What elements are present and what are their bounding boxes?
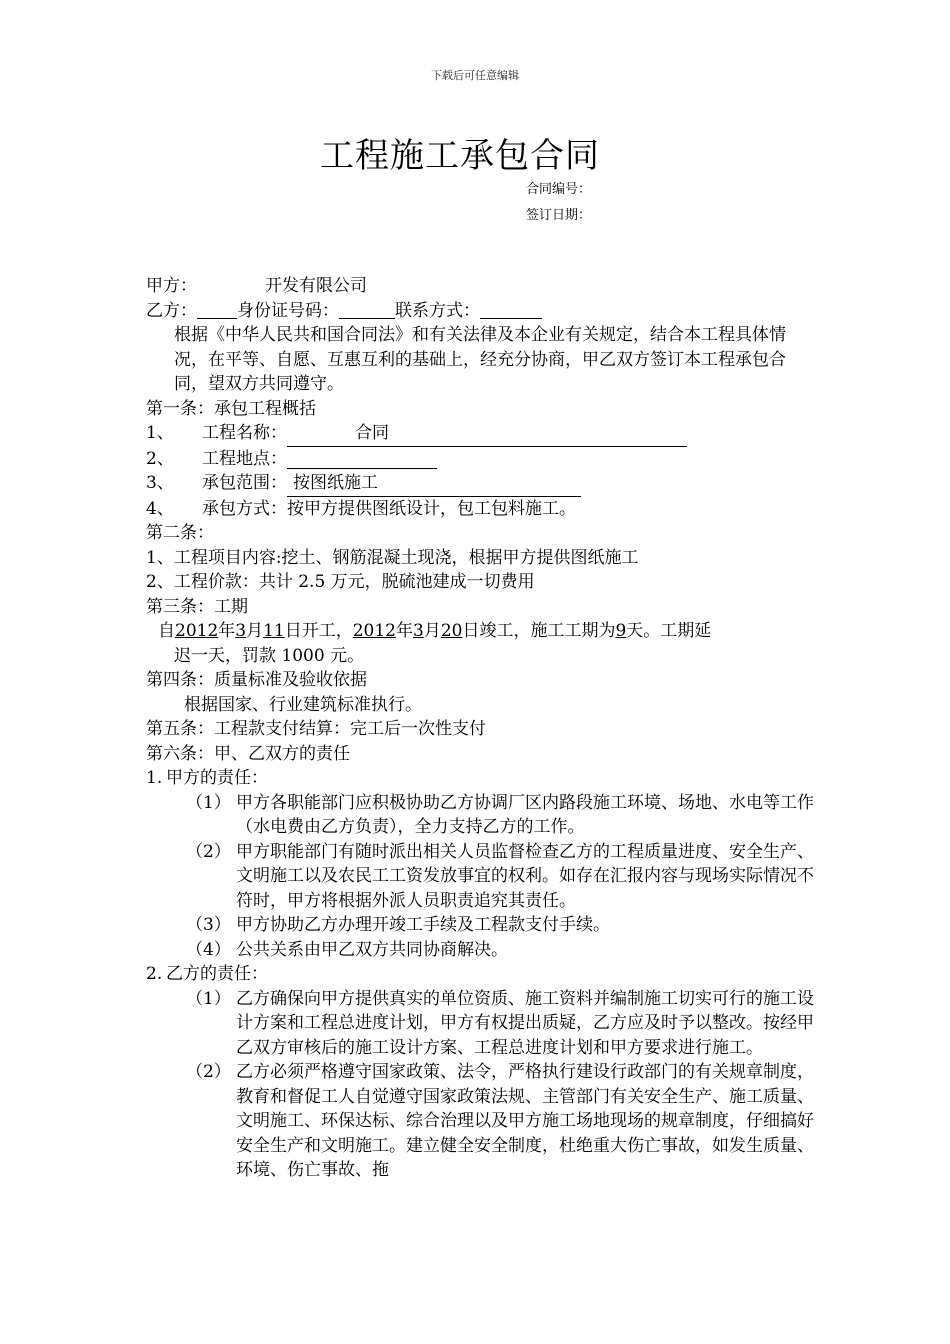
- art2-item-1: 1、工程项目内容:挖土、钢筋混凝土现浇，根据甲方提供图纸施工: [146, 547, 639, 568]
- art1-item-1-num: 1、: [146, 423, 174, 443]
- end-day: 20: [440, 621, 463, 641]
- contract-method-value: 按甲方提供图纸设计，包工包料施工。: [287, 498, 576, 519]
- party-b-duty-2-num: （2）: [186, 1062, 231, 1082]
- party-a-duty-2-num: （2）: [186, 841, 231, 862]
- start-year: 2012: [175, 621, 219, 641]
- party-a-duty-1-text: 甲方各职能部门应积极协助乙方协调厂区内路段施工环境、场地、水电等工作（水电费由乙方负责），全力支持乙方的工作。: [236, 792, 814, 837]
- party-a-duty-4: [146, 938, 816, 963]
- art1-item-1-label: 工程名称：: [202, 423, 287, 443]
- party-b-name-blank: [197, 301, 237, 319]
- party-b-duties-title: 乙方的责任：: [166, 964, 268, 984]
- art1-item-3-num: 3、: [146, 473, 174, 493]
- party-a-duty-2-text: 甲方职能部门有随时派出相关人员监督检查乙方的工程质量进度、安全生产、文明施工以及农民工工资发放事宜的权利。如存在汇报内容与现场实际情况不符时，甲方将根据外派人员职责追究其责任。: [236, 841, 814, 911]
- party-b-contact-label: 联系方式：: [395, 300, 480, 321]
- party-a-duty-1: [146, 791, 816, 840]
- art2-item-2: 2、工程价款：共计 2.5 万元，脱硫池建成一切费用: [146, 572, 535, 592]
- art1-item-4-label: 承包方式：: [202, 498, 287, 519]
- party-a-duties-title: 甲方的责任：: [166, 768, 268, 788]
- party-b-duty-1: [146, 987, 816, 1061]
- contract-body: [146, 274, 816, 1183]
- party-b-id-blank: [339, 301, 395, 319]
- party-b-duty-1-num: （1）: [186, 988, 231, 1009]
- start-month: 3: [235, 621, 247, 641]
- party-a-duties-heading: [146, 766, 816, 791]
- schedule-text-3: 月: [246, 621, 264, 641]
- start-day: 11: [263, 621, 285, 641]
- party-b-line: [146, 299, 816, 324]
- party-b-contact-blank: [480, 301, 542, 319]
- party-b-duties-heading: [146, 962, 816, 987]
- party-a-duty-3-text: 甲方协助乙方办理开竣工手续及工程款支付手续。: [236, 915, 610, 935]
- article-1-title: 第一条：承包工程概括: [146, 398, 316, 419]
- party-b-id-label: 身份证号码：: [237, 300, 339, 321]
- contract-scope-value: 按图纸施工: [287, 471, 581, 497]
- party-b-duty-2: [146, 1060, 816, 1183]
- project-name-value: 合同: [287, 421, 687, 447]
- duration-days: 9: [615, 621, 627, 641]
- art1-item-1: [146, 421, 816, 447]
- party-a-label: 甲方：: [146, 276, 197, 296]
- art1-item-2-num: 2、: [146, 448, 174, 469]
- article-4-title: 第四条：质量标准及验收依据: [146, 670, 367, 690]
- party-a-duty-1-num: （1）: [186, 792, 231, 813]
- party-a-duties-num: 1.: [146, 768, 163, 788]
- article-3-title: 第三条：工期: [146, 596, 248, 617]
- party-b-duty-1-text: 乙方确保向甲方提供真实的单位资质、施工资料并编制施工切实可行的施工设计方案和工程总进度计划，甲方有权提出质疑，乙方应及时予以整改。按经甲乙双方审核后的施工设计方案、工程总进度计划和甲方要求进行施工。: [236, 988, 814, 1058]
- party-a-duty-2: [146, 840, 816, 914]
- art1-item-4: [146, 497, 816, 522]
- schedule-text-5: 年: [396, 621, 413, 641]
- header-note: 下载后可任意编辑: [431, 69, 519, 82]
- delay-penalty: 迟一天，罚款 1000 元。: [174, 645, 365, 666]
- art1-item-3-label: 承包范围：: [202, 473, 287, 493]
- party-a-duty-3-num: （3）: [186, 915, 231, 935]
- end-year: 2012: [352, 621, 396, 641]
- project-location-value: [287, 447, 437, 469]
- party-b-duties-num: 2.: [146, 964, 163, 984]
- schedule-line: [146, 619, 816, 644]
- art1-item-2: [146, 447, 816, 472]
- article-6-title: 第六条：甲、乙双方的责任: [146, 743, 350, 764]
- contract-title: 工程施工承包合同: [320, 136, 600, 176]
- article-2-title: 第二条：: [146, 523, 214, 543]
- party-a-name: 开发有限公司: [265, 276, 367, 296]
- art1-item-3: [146, 471, 816, 497]
- schedule-text-4: 日开工，: [284, 621, 353, 641]
- preamble: 根据《中华人民共和国合同法》和有关法律及本企业有关规定，结合本工程具体情况，在平等、自愿、互惠互利的基础上，经充分协商，甲乙双方签订本工程承包合同，望双方共同遵守。: [174, 325, 786, 394]
- schedule-text-2: 年: [218, 621, 236, 641]
- sign-date-label: 签订日期：: [526, 208, 592, 223]
- schedule-text-7: 日竣工，施工工期为: [462, 621, 616, 641]
- contract-number-label: 合同编号：: [526, 182, 592, 197]
- party-a-duty-3: [146, 913, 816, 938]
- art1-item-2-label: 工程地点：: [202, 448, 287, 469]
- article-4-text: 根据国家、行业建筑标准执行。: [184, 694, 422, 715]
- party-a-duty-4-num: （4）: [186, 939, 231, 960]
- party-a-duty-4-text: 公共关系由甲乙双方共同协商解决。: [236, 939, 508, 960]
- art1-item-4-num: 4、: [146, 498, 174, 519]
- end-month: 3: [413, 621, 424, 641]
- schedule-text-6: 月: [423, 621, 441, 641]
- article-5-title: 第五条：工程款支付结算：完工后一次性支付: [146, 719, 486, 739]
- party-b-duty-2-text: 乙方必须严格遵守国家政策、法令，严格执行建设行政部门的有关规章制度，教育和督促工人自觉遵守国家政策法规、主管部门有关安全生产、施工质量、文明施工、环保达标、综合治理以及甲方施工场地现场的规章制度，仔细搞好安全生产和文明施工。建立健全安全制度，杜绝重大伤亡事故，如发生质量、环境、伤亡事故、拖: [236, 1062, 814, 1180]
- party-a-line: [146, 274, 816, 299]
- schedule-text-8: 天。工期延: [626, 621, 712, 641]
- party-b-label: 乙方：: [146, 300, 197, 321]
- schedule-text-1: 自: [158, 621, 175, 641]
